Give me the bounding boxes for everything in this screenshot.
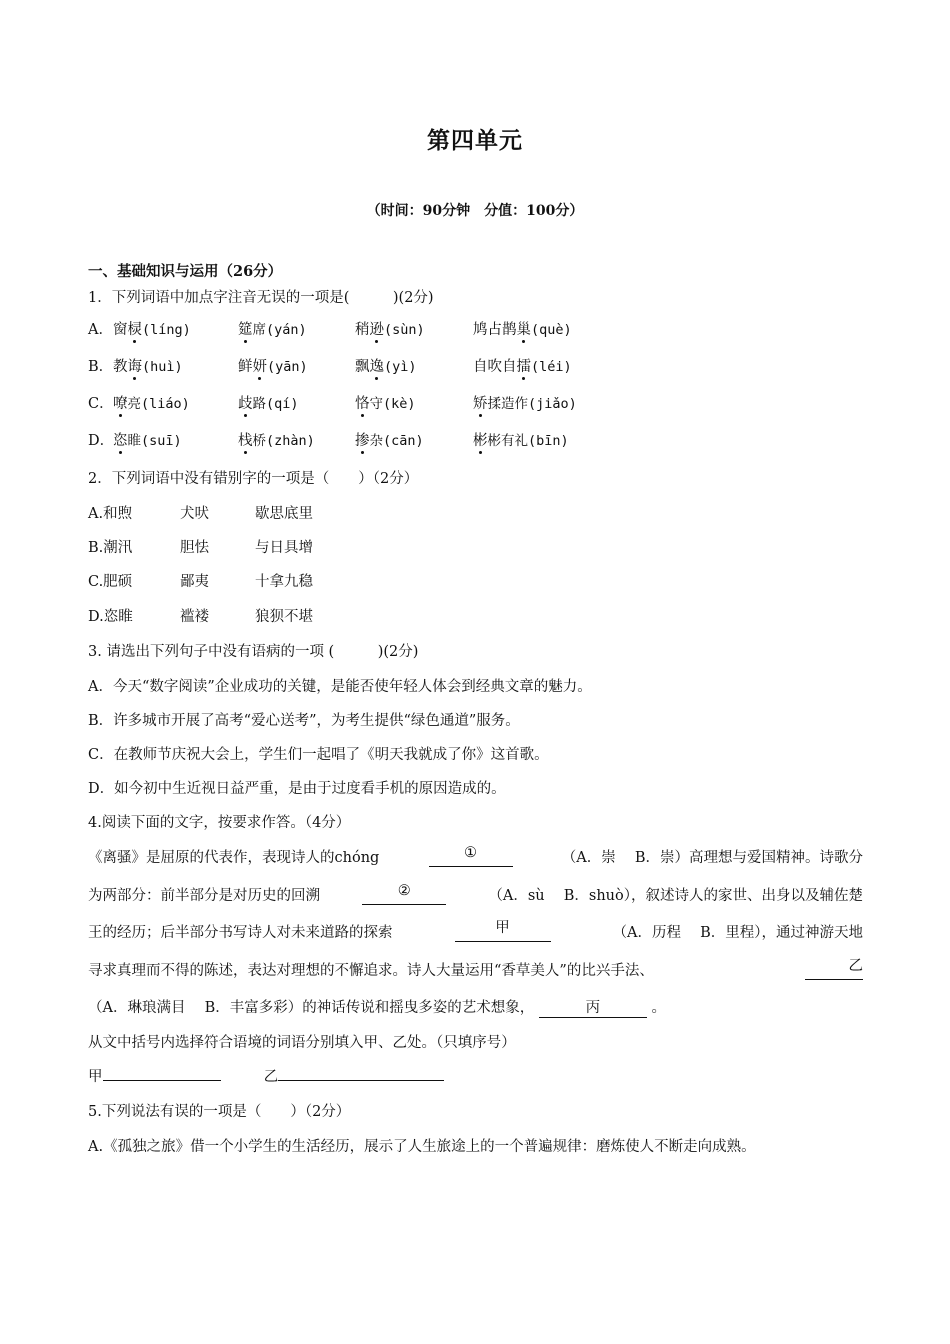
- option-word: 十拿九稳: [255, 574, 313, 590]
- blank-3: 甲: [455, 921, 551, 942]
- option-word: 狼狈不堪: [255, 609, 313, 625]
- option-word: 嘹亮(liáo): [113, 396, 190, 412]
- option-word: 犬吠: [180, 506, 209, 522]
- option-word: 歧路(qí): [238, 396, 299, 412]
- option-word: 恣睢(suī): [113, 433, 182, 449]
- dotted-character: 恪: [355, 396, 370, 412]
- passage-text: 《离骚》是屈原的代表作，表现诗人的chóng: [88, 850, 380, 866]
- answer-label-jia: 甲: [88, 1069, 103, 1085]
- answer-label-yi: 乙: [263, 1069, 279, 1085]
- option-word: 鸠占鹊巢(què): [473, 322, 572, 338]
- option-word: 自吹自擂(léi): [473, 359, 572, 375]
- dotted-character: 妍: [252, 359, 267, 375]
- answer-line: [88, 1065, 444, 1086]
- option-word: 飘逸(yì): [355, 359, 417, 375]
- page-title: 第四单元: [427, 127, 523, 154]
- passage-text: （A．sù B．shuò），叙述诗人的家世、出身以及辅佐楚: [488, 888, 863, 904]
- passage-text: （A．琳琅满目 B．丰富多彩）的神话传说和摇曳多姿的艺术想象，: [88, 1000, 535, 1016]
- question-3-option-b: B．许多城市开展了高考“爱心送考”，为考生提供“绿色通道”服务。: [88, 713, 520, 729]
- dotted-character: 掺: [355, 433, 370, 449]
- question-5-option-a: A.《孤独之旅》借一个小学生的生活经历，展示了人生旅途上的一个普遍规律：磨炼使人不断走向成熟。: [88, 1139, 756, 1155]
- question-1-stem: 1．下列词语中加点字注音无误的一项是( )(2分): [88, 290, 434, 306]
- dotted-character: 恣: [113, 433, 128, 449]
- blank-4: 乙: [805, 959, 863, 980]
- passage-text: 。: [651, 1000, 666, 1016]
- option-word: 稍逊(sùn): [355, 322, 425, 338]
- option-word: A.和煦: [88, 506, 133, 522]
- passage-text: （A．崇 B．崇）高理想与爱国精神。诗歌分: [561, 850, 863, 866]
- question-3-stem: 3. 请选出下列句子中没有语病的一项 ( )(2分): [88, 644, 419, 660]
- option-word: 鄙夷: [180, 574, 209, 590]
- option-word: 胆怯: [180, 540, 209, 556]
- passage-line-2: [88, 884, 863, 905]
- dotted-character: 逊: [369, 322, 384, 338]
- option-word: 与日具增: [255, 540, 313, 556]
- passage-line-5: [88, 996, 863, 1018]
- dotted-character: 逸: [369, 359, 384, 375]
- option-word: B.潮汛: [88, 540, 133, 556]
- question-4-instruction: 从文中括号内选择符合语境的词语分别填入甲、乙处。（只填序号）: [88, 1035, 516, 1051]
- answer-blank-yi[interactable]: [278, 1080, 444, 1081]
- question-2-stem: 2．下列词语中没有错别字的一项是（ ）（2分）: [88, 471, 419, 487]
- option-word: 矫揉造作(jiǎo): [473, 396, 577, 412]
- question-4-stem: 4.阅读下面的文字，按要求作答。（4分）: [88, 815, 351, 831]
- option-label: B．: [88, 359, 114, 375]
- option-word: 窗棂(líng): [113, 322, 191, 338]
- dotted-character: 栈: [238, 433, 253, 449]
- dotted-character: 棂: [127, 322, 142, 338]
- dotted-character: 歧: [238, 396, 253, 412]
- option-word: 鲜妍(yān): [238, 359, 308, 375]
- passage-line-3: [88, 921, 863, 942]
- dotted-character: 诲: [127, 359, 142, 375]
- blank-2: ②: [362, 884, 446, 905]
- dotted-character: 筵: [238, 322, 253, 338]
- dotted-character: 擂: [516, 359, 531, 375]
- option-word: 歇思底里: [255, 506, 313, 522]
- section-heading: 一、基础知识与运用（26分）: [88, 263, 283, 280]
- option-word: C.肥硕: [88, 574, 133, 590]
- option-word: 教诲(huì): [113, 359, 183, 375]
- passage-text: （A．历程 B．里程），通过神游天地: [612, 925, 863, 941]
- exam-info: （时间：90分钟 分值：100分）: [366, 203, 584, 219]
- question-5-stem: 5.下列说法有误的一项是（ ）（2分）: [88, 1104, 351, 1120]
- option-label: A．: [88, 322, 113, 338]
- dotted-character: 矫: [473, 396, 488, 412]
- option-word: D.恣睢: [88, 609, 133, 625]
- option-word: 彬彬有礼(bīn): [473, 433, 569, 449]
- dotted-character: 彬: [473, 433, 488, 449]
- question-3-option-d: D．如今初中生近视日益严重，是由于过度看手机的原因造成的。: [88, 781, 506, 797]
- passage-text: 王的经历；后半部分书写诗人对未来道路的探索: [88, 925, 393, 941]
- option-word: 恪守(kè): [355, 396, 416, 412]
- option-word: 掺杂(cān): [355, 433, 424, 449]
- option-word: 褴褛: [180, 609, 209, 625]
- option-word: 栈桥(zhàn): [238, 433, 315, 449]
- question-3-option-c: C．在教师节庆祝大会上，学生们一起唱了《明天我就成了你》这首歌。: [88, 747, 549, 763]
- passage-text: 寻求真理而不得的陈述，表达对理想的不懈追求。诗人大量运用“香草美人”的比兴手法、: [88, 963, 654, 979]
- blank-1: ①: [429, 846, 513, 867]
- question-3-option-a: A．今天“数字阅读”企业成功的关键，是能否使年轻人体会到经典文章的魅力。: [88, 679, 592, 695]
- dotted-character: 巢: [516, 322, 531, 338]
- passage-line-4: [88, 959, 863, 980]
- passage-line-1: [88, 846, 863, 867]
- option-word: 筵席(yán): [238, 322, 307, 338]
- option-label: D．: [88, 433, 115, 449]
- answer-blank-jia[interactable]: [103, 1080, 221, 1081]
- blank-5: 丙: [539, 1001, 647, 1018]
- passage-text: 为两部分：前半部分是对历史的回溯: [88, 888, 320, 904]
- dotted-character: 嘹: [113, 396, 128, 412]
- option-label: C．: [88, 396, 114, 412]
